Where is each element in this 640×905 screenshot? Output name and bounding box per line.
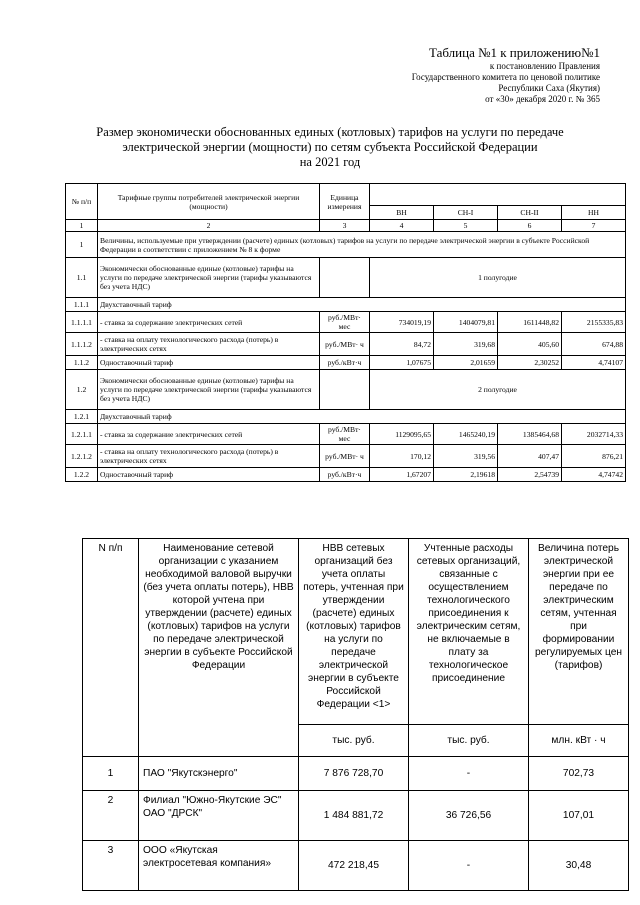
table-header-row bbox=[66, 184, 626, 206]
row-num: 1.2.1.2 bbox=[66, 445, 98, 468]
row-num: 1 bbox=[66, 232, 98, 258]
value-cell: 1,07675 bbox=[370, 356, 434, 370]
header-line: Государственного комитета по ценовой политике bbox=[411, 72, 600, 82]
tariff-table bbox=[65, 183, 626, 482]
row-text: Величины, используемые при утверждении (расчете) единых (котловых) тарифов на услуги по передаче электрической энергии в субъекте Российской Федерации в соответствии с приложением № 8 к форме bbox=[98, 232, 626, 258]
row-unit: руб./МВт· мес bbox=[320, 424, 370, 445]
table-row bbox=[66, 445, 626, 468]
costs-value: - bbox=[409, 841, 529, 891]
column-index: 5 bbox=[434, 220, 498, 232]
header-line: к постановлению Правления bbox=[489, 61, 600, 71]
row-text: Экономически обоснованные единые (котловые) тарифы на услуги по передаче электрической энергии (тарифы указываются без учета НДС) bbox=[98, 370, 320, 410]
row-text: Двухставочный тариф bbox=[98, 410, 626, 424]
table-row bbox=[83, 791, 629, 841]
row-num: 1.1.2 bbox=[66, 356, 98, 370]
column-index: 6 bbox=[498, 220, 562, 232]
row-num: 1.1.1.1 bbox=[66, 312, 98, 333]
value-cell: 4,74107 bbox=[562, 356, 626, 370]
table-row bbox=[66, 468, 626, 482]
value-cell: 2032714,33 bbox=[562, 424, 626, 445]
table-row bbox=[83, 841, 629, 891]
header-nvv: НВВ сетевых организаций без учета оплаты потерь, учтенная при утверждении (расчете) единых (котловых) тарифов на услуги по передаче электрической энергии в субъекте Российской Федерации <1> bbox=[299, 539, 409, 725]
row-unit: руб./МВт· ч bbox=[320, 445, 370, 468]
losses-value: 702,73 bbox=[529, 757, 629, 791]
value-cell: 2,01659 bbox=[434, 356, 498, 370]
value-cell: 2155335,83 bbox=[562, 312, 626, 333]
table-row bbox=[83, 757, 629, 791]
period-label: 2 полугодие bbox=[370, 370, 626, 410]
losses-value: 107,01 bbox=[529, 791, 629, 841]
row-text: - ставка за содержание электрических сетей bbox=[98, 424, 320, 445]
header-level: НН bbox=[562, 206, 626, 220]
header-name: Наименование сетевой организации с указанием необходимой валовой выручки (без учета оплаты потерь), НВВ которой учтена при утверждении (расчете) единых (котловых) тарифов на услуги по передаче электрической энергии в субъекте Российской Федерации bbox=[139, 539, 299, 757]
header-num: № п/п bbox=[66, 184, 98, 220]
nvv-value: 472 218,45 bbox=[299, 841, 409, 891]
title-line: на 2021 год bbox=[299, 155, 361, 169]
value-cell: 2,54739 bbox=[498, 468, 562, 482]
header-level: СН-II bbox=[498, 206, 562, 220]
table-row bbox=[66, 410, 626, 424]
value-cell: 405,60 bbox=[498, 333, 562, 356]
row-num: 1.1 bbox=[66, 258, 98, 298]
header-group: Тарифные группы потребителей электрической энергии (мощности) bbox=[98, 184, 320, 220]
costs-value: - bbox=[409, 757, 529, 791]
table-row bbox=[66, 370, 626, 410]
row-num: 1.2.2 bbox=[66, 468, 98, 482]
header-level: ВН bbox=[370, 206, 434, 220]
org-name: Филиал "Южно-Якутские ЭС" ОАО "ДРСК" bbox=[139, 791, 299, 841]
table-row bbox=[66, 424, 626, 445]
column-index: 2 bbox=[98, 220, 320, 232]
value-cell: 1611448,82 bbox=[498, 312, 562, 333]
value-cell: 319,68 bbox=[434, 333, 498, 356]
value-cell: 170,12 bbox=[370, 445, 434, 468]
org-name: ПАО "Якутскэнерго" bbox=[139, 757, 299, 791]
row-num: 3 bbox=[83, 841, 139, 891]
row-unit: руб./МВт· мес bbox=[320, 312, 370, 333]
column-index: 3 bbox=[320, 220, 370, 232]
value-cell: 1385464,68 bbox=[498, 424, 562, 445]
table-row bbox=[66, 232, 626, 258]
table-row bbox=[66, 312, 626, 333]
period-label: 1 полугодие bbox=[370, 258, 626, 298]
row-text: - ставка на оплату технологического расхода (потерь) в электрических сетях bbox=[98, 333, 320, 356]
row-text: - ставка на оплату технологического расхода (потерь) в электрических сетях bbox=[98, 445, 320, 468]
row-text: Экономически обоснованные единые (котловые) тарифы на услуги по передаче электрической энергии (тарифы указываются без учета НДС) bbox=[98, 258, 320, 298]
table-row bbox=[66, 258, 626, 298]
row-num: 1.2.1.1 bbox=[66, 424, 98, 445]
value-cell: 1404079,81 bbox=[434, 312, 498, 333]
table-row bbox=[66, 333, 626, 356]
row-num: 2 bbox=[83, 791, 139, 841]
column-index: 7 bbox=[562, 220, 626, 232]
header-line: Республики Саха (Якутия) bbox=[498, 83, 600, 93]
nvv-value: 7 876 728,70 bbox=[299, 757, 409, 791]
row-unit: руб./МВт· ч bbox=[320, 333, 370, 356]
value-cell: 674,88 bbox=[562, 333, 626, 356]
unit-losses: млн. кВт · ч bbox=[529, 725, 629, 757]
value-cell: 2,19618 bbox=[434, 468, 498, 482]
row-text: Одноставочный тариф bbox=[98, 356, 320, 370]
header-levels-blank bbox=[370, 184, 626, 206]
row-num: 1.1.1 bbox=[66, 298, 98, 312]
value-cell: 319,56 bbox=[434, 445, 498, 468]
header-level: СН-I bbox=[434, 206, 498, 220]
org-name: ООО «Якутская электросетевая компания» bbox=[139, 841, 299, 891]
value-cell: 4,74742 bbox=[562, 468, 626, 482]
table-row bbox=[66, 356, 626, 370]
row-num: 1.2.1 bbox=[66, 410, 98, 424]
column-index-row bbox=[66, 220, 626, 232]
losses-value: 30,48 bbox=[529, 841, 629, 891]
document-title bbox=[60, 125, 600, 170]
header-unit: Единица измерения bbox=[320, 184, 370, 220]
unit-nvv: тыс. руб. bbox=[299, 725, 409, 757]
title-line: электрической энергии (мощности) по сетям субъекта Российской Федерации bbox=[122, 140, 538, 154]
row-text: Одноставочный тариф bbox=[98, 468, 320, 482]
header-losses: Величина потерь электрической энергии при ее передаче по электрическим сетям, учтенная при формировании регулируемых цен (тарифов) bbox=[529, 539, 629, 725]
nvv-value: 1 484 881,72 bbox=[299, 791, 409, 841]
value-cell: 734019,19 bbox=[370, 312, 434, 333]
header-line: от «30» декабря 2020 г. № 365 bbox=[485, 94, 600, 104]
value-cell: 84,72 bbox=[370, 333, 434, 356]
value-cell: 407,47 bbox=[498, 445, 562, 468]
row-num: 1.2 bbox=[66, 370, 98, 410]
table-row bbox=[66, 298, 626, 312]
document-header bbox=[300, 45, 600, 105]
value-cell: 876,21 bbox=[562, 445, 626, 468]
column-index: 4 bbox=[370, 220, 434, 232]
row-text: - ставка за содержание электрических сетей bbox=[98, 312, 320, 333]
value-cell: 2,30252 bbox=[498, 356, 562, 370]
title-line: Размер экономически обоснованных единых (котловых) тарифов на услуги по передаче bbox=[96, 125, 564, 139]
row-unit: руб./кВт·ч bbox=[320, 468, 370, 482]
value-cell: 1,67207 bbox=[370, 468, 434, 482]
row-num: 1 bbox=[83, 757, 139, 791]
costs-value: 36 726,56 bbox=[409, 791, 529, 841]
row-text: Двухставочный тариф bbox=[98, 298, 626, 312]
header-num: N п/п bbox=[83, 539, 139, 757]
appendix-title: Таблица №1 к приложению№1 bbox=[428, 45, 600, 60]
value-cell: 1129095,65 bbox=[370, 424, 434, 445]
value-cell: 1465240,19 bbox=[434, 424, 498, 445]
row-unit: руб./кВт·ч bbox=[320, 356, 370, 370]
network-organizations-table bbox=[82, 538, 629, 891]
table-header-row bbox=[83, 539, 629, 725]
row-num: 1.1.1.2 bbox=[66, 333, 98, 356]
unit-costs: тыс. руб. bbox=[409, 725, 529, 757]
column-index: 1 bbox=[66, 220, 98, 232]
header-costs: Учтенные расходы сетевых организаций, связанные с осуществлением технологического присоединения к электрическим сетям, не включаемые в плату за технологическое присоединение bbox=[409, 539, 529, 725]
